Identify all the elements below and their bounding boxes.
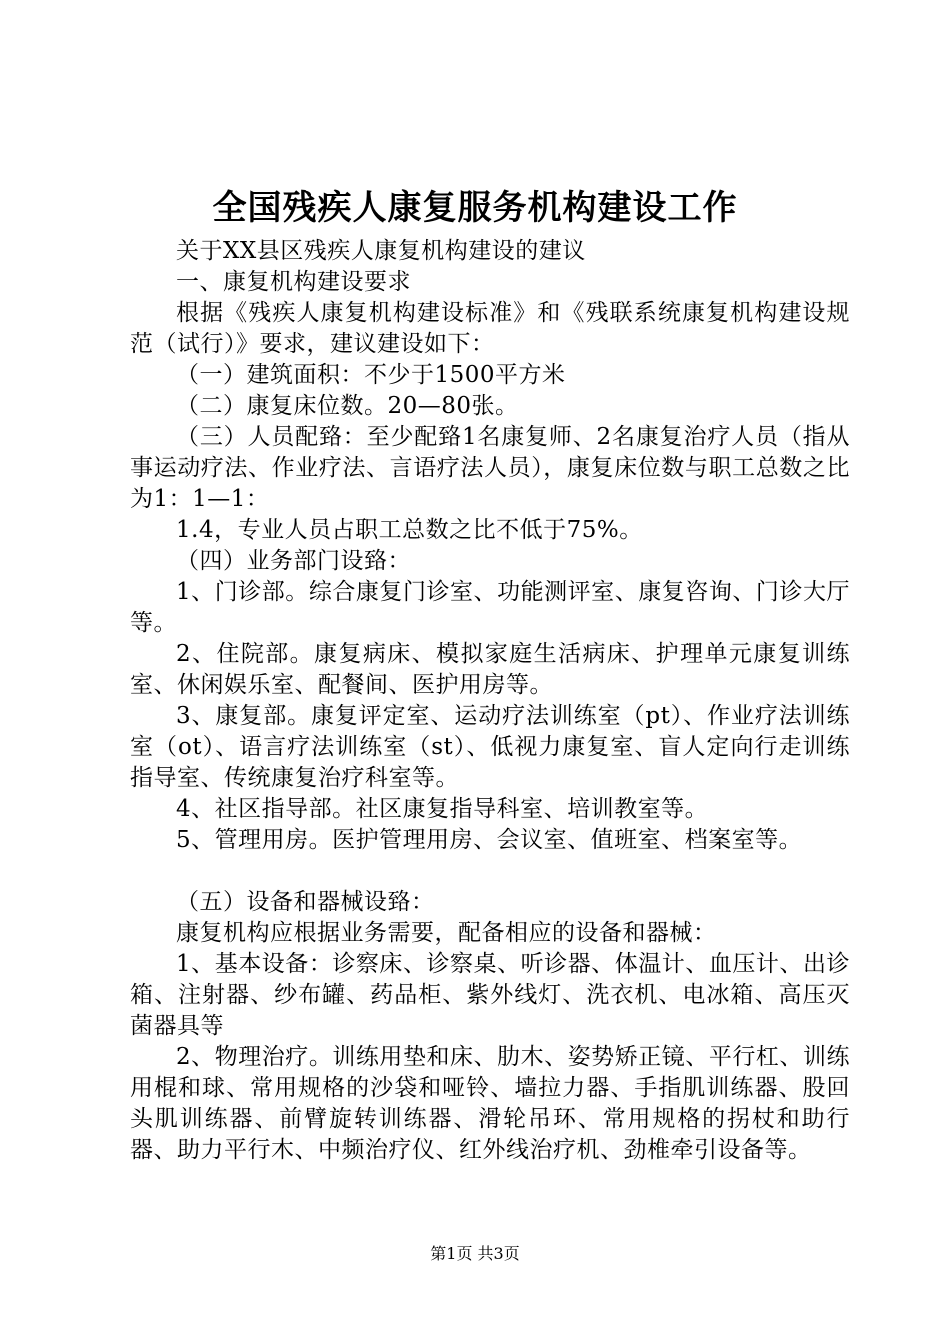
document-body [130, 236, 850, 1166]
paragraph-bed-count: （二）康复床位数。20—80张。 [176, 393, 519, 419]
paragraph-section-one-heading: 一、康复机构建设要求 [176, 269, 411, 295]
paragraph-departments-heading: （四）业务部门设臵： [176, 548, 411, 574]
paragraph-physical-therapy: 2、物理治疗。训练用垫和床、肋木、姿势矫正镜、平行杠、训练用棍和球、常用规格的沙袋和哑铃、墙拉力器、手指肌训练器、股回头肌训练器、前臂旋转训练器、滑轮吊环、常用规格的拐杖和助行器、助力平行木、中频治疗仪、红外线治疗机、劲椎牵引设备等。 [130, 1044, 850, 1163]
paragraph-building-area: （一）建筑面积：不少于1500平方米 [176, 362, 566, 388]
paragraph-rehab-department: 3、康复部。康复评定室、运动疗法训练室（pt）、作业疗法训练室（ot）、语言疗法训练室（st）、低视力康复室、盲人定向行走训练指导室、传统康复治疗科室等。 [130, 703, 850, 791]
paragraph-equipment-heading: （五）设备和器械设臵： [176, 889, 435, 915]
paragraph-outpatient: 1、门诊部。综合康复门诊室、功能测评室、康复咨询、门诊大厅等。 [130, 579, 850, 636]
paragraph-basic-equipment: 1、基本设备：诊察床、诊察桌、听诊器、体温计、血压计、出诊箱、注射器、纱布罐、药品柜、紫外线灯、洗衣机、电冰箱、高压灭菌器具等 [130, 951, 850, 1039]
paragraph-management-rooms: 5、管理用房。医护管理用房、会议室、值班室、档案室等。 [176, 827, 803, 853]
document-title: 全国残疾人康复服务机构建设工作 [212, 188, 738, 228]
paragraph-staff-ratio: 1.4，专业人员占职工总数之比不低于75%。 [176, 517, 643, 543]
page-footer: 第1页 共3页 [430, 1244, 520, 1263]
paragraph-staffing: （三）人员配臵：至少配臵1名康复师、2名康复治疗人员（指从事运动疗法、作业疗法、言语疗法人员），康复床位数与职工总数之比为1：1—1： [130, 424, 850, 512]
paragraph-inpatient: 2、住院部。康复病床、模拟家庭生活病床、护理单元康复训练室、休闲娱乐室、配餐间、医护用房等。 [130, 641, 850, 698]
paragraph-proposal-heading: 关于XX县区残疾人康复机构建设的建议 [176, 238, 586, 264]
paragraph-community-guidance: 4、社区指导部。社区康复指导科室、培训教室等。 [176, 796, 709, 822]
paragraph-standards: 根据《残疾人康复机构建设标准》和《残联系统康复机构建设规范（试行）》要求，建议建设如下： [130, 300, 850, 357]
paragraph-equipment-intro: 康复机构应根据业务需要，配备相应的设备和器械： [176, 920, 717, 946]
